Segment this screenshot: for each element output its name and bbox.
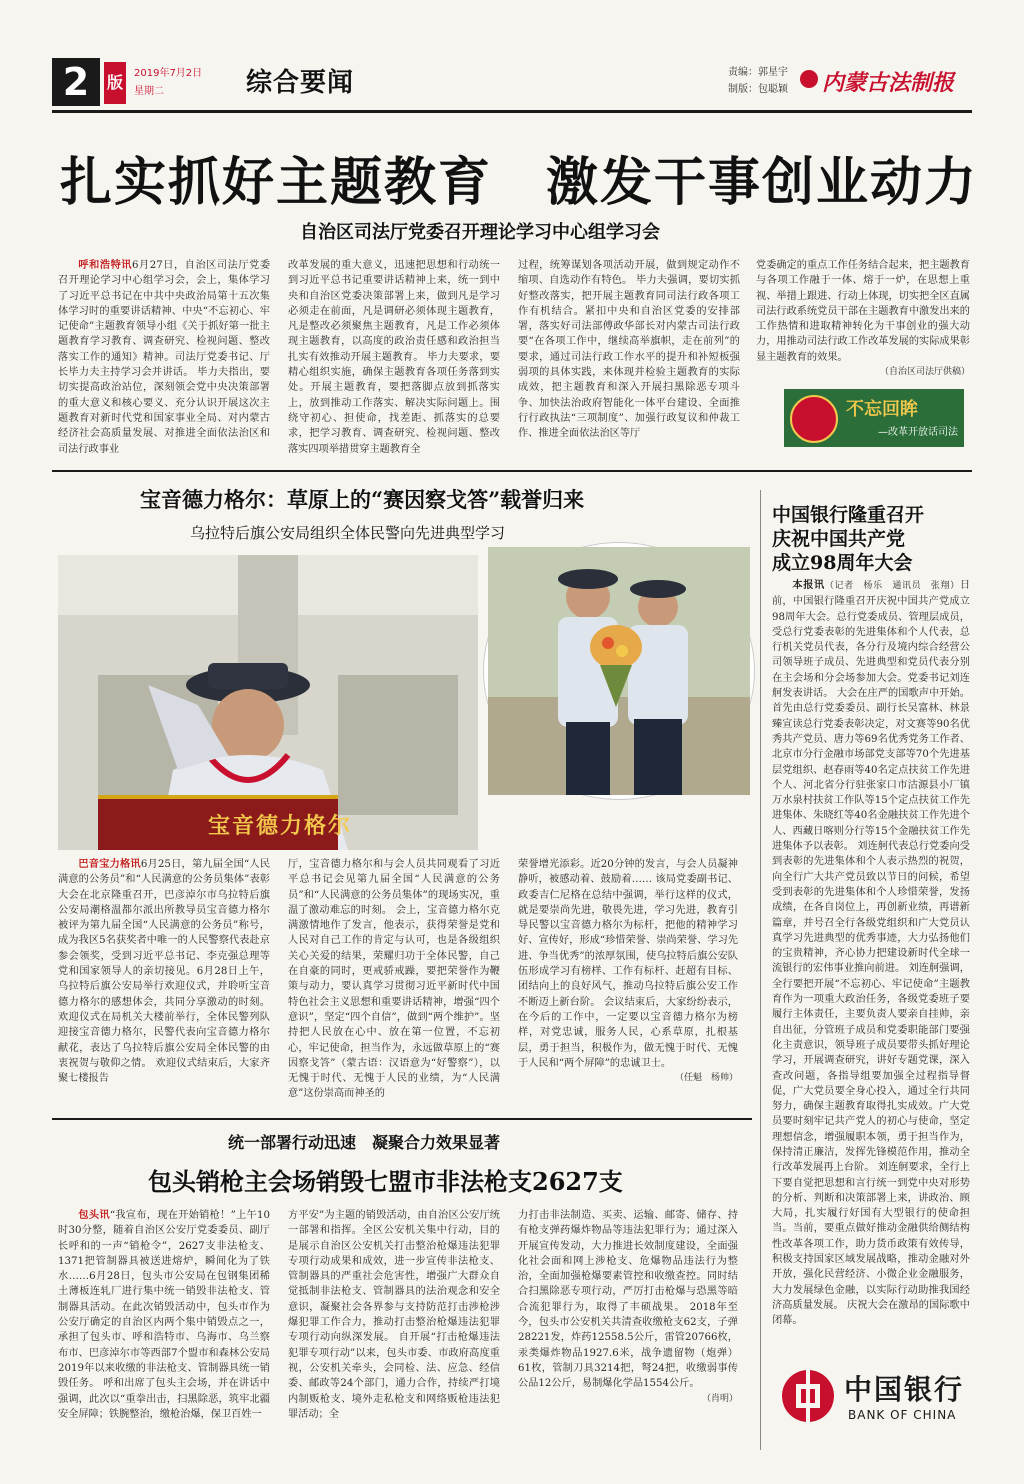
bank-of-china-emblem-icon bbox=[782, 1370, 834, 1422]
weekday-text: 星期二 bbox=[134, 86, 164, 97]
producer-name: 制版：包聪颖 bbox=[728, 84, 788, 95]
story2-photo-salute bbox=[58, 555, 478, 850]
story1-byline: 呼和浩特讯 bbox=[78, 259, 133, 271]
story2-col-2 bbox=[288, 857, 500, 1107]
story3-col-1 bbox=[58, 1208, 270, 1448]
story1-col-4 bbox=[756, 258, 970, 378]
date-text: 2019年7月2日 bbox=[134, 68, 203, 79]
photo-caption: 宝音德力格尔 bbox=[208, 814, 353, 839]
story2-bottom-rule bbox=[52, 1118, 752, 1120]
logo-english-name: BANK OF CHINA bbox=[848, 1408, 957, 1422]
promo-title: 不忘回眸 bbox=[846, 399, 918, 420]
story2-col-3 bbox=[518, 857, 738, 1107]
section-title: 综合要闻 bbox=[246, 68, 355, 98]
story3-signature: （肖明） bbox=[701, 1393, 738, 1404]
promo-banner bbox=[784, 389, 964, 447]
story2-col-1 bbox=[58, 857, 270, 1107]
salute-illustration bbox=[58, 555, 478, 850]
story4-headline-line-3: 成立98周年大会 bbox=[772, 552, 913, 574]
story3-col-3 bbox=[518, 1208, 738, 1448]
story2-text-1: 6月25日，第九届全国“人民满意的公务员”和“人民满意的公务员集体”表彰大会在北京隆重召开，巴彦淖尔市乌拉特后旗公安局潮格温都尔派出所教导员宝音德力格尔被评为第九届全国“人民满意的公务员”称号，成为我区5名获奖者中唯一的人民警察代表赴京参会领奖，受到习近平总书记、李克强总理等党和国家领导人的亲切接见。6月28日上午，乌拉特后旗公安局举行欢迎仪式，并聆听宝音德力格尔的感想体会，共同分享激动的时刻。 欢迎仪式在局机关大楼前举行，全体民警列队迎接宝音德力格尔，民警代表向宝音德力格尔献花，表达了乌拉特后旗公安局全体民警的由衷祝贺与敬仰之情。 欢迎仪式结束后，大家齐聚七楼报告 bbox=[58, 859, 271, 1085]
story4-headline-line-2: 庆祝中国共产党 bbox=[772, 528, 906, 550]
editor-info bbox=[728, 64, 788, 98]
story4-byline: 本报讯 bbox=[792, 579, 825, 591]
story4-text: 日前，中国银行隆重召开庆祝中国共产党成立98周年大会。总行党委成员、管理层成员，受总行党委表彰的先进集体和个人代表，总行机关党员代表，各分行及境内综合经营公司领导班子成员、先进典型和党员代表分别在主会场和分会场参加大会。党委书记刘连舸发表讲话。 大会在庄严的国歌声中开始。首先由总行党委委员、副行长吴富林、林景臻宣读总行党委表彰决定，对文赛等90名优秀共产党员、唐力等69名优秀党务工作者、北京市分行金融市场部党支部等70个先进基层党组织、赵春雨等40名定点扶贫工作先进个人、河北省分行驻张家口市沽源县小厂镇万水泉村扶贫工作队等15个定点扶贫工作先进集体、朱晓红等40名金融扶贫工作先进个人、西藏日喀则分行等15个金融扶贫工作先进集体予以表彰。 刘连舸代表总行党委向受到表彰的先进集体和个人表示热烈的祝贺，向全行广大共产党员致以节日的问候，希望受到表彰的先进集体和个人珍惜荣誉，发扬成绩，在各自岗位上，再创新业绩，再谱新篇章，并号召全行各级党组织和广大党员认真学习先进典型的优秀事迹，大力弘扬他们的宝贵精神，齐心协力把建设新时代全球一流银行的宏伟事业推向前进。 刘连舸强调，全行要把开展“不忘初心、牢记使命”主题教育作为一项重大政治任务，各级党委班子要履行主体责任，主要负责人要亲自挂帅，亲自出征，分管班子成员和党委职能部门要强化主责意识，领导班子成员要带头抓好理论学习，开展调查研究，讲好专题党课，深入查改问题，各指导组要加强全过程指导督促，广大党员要全身心投入，通过全行共同努力，确保主题教育取得扎实成效。广大党员要时刻牢记共产党人的初心与使命，坚定理想信念，增强履职本领，勇于担当作为，保持清正廉洁，发挥先锋模范作用，推动全行改革发展再上台阶。 刘连舸要求，全行上下要自觉把思想和言行统一到党中央对形势的分析、判断和决策部署上来，讲政治、顾大局，扎实履行好国有大型银行的使命担当。当前，要重点做好推动金融供给侧结构性改革各项工作，助力货币政策有效传导，积极支持国家区域发展战略，推动金融对外开放，强化民营经济、小微企业金融服务，大力发展绿色金融，以实际行动助推我国经济高质量发展。 庆祝大会在激昂的国际歌中闭幕。 bbox=[772, 580, 970, 1327]
story3-text-3: 力打击非法制造、买卖、运输、邮寄、储存、持有枪支弹药爆炸物品等违法犯罪行为；通过深入开展宣传发动，大力推进长效制度建设，全面强化社会面和网上涉枪支、危爆物品违法行为整治，全面加强枪爆要素管控和收缴查控。同时结合扫黑除恶专项行动，严厉打击枪爆与恐黑等暗合流犯罪行为，取得了丰硕战果。 2018年至今，包头市公安机关共清查收缴枪支62支，子弹28221发，炸药12558.5公斤，雷管20766枚，汞类爆炸物品1927.6米，战争遗留物（炮弹）61枚，管制刀具3214把，弩24把，收缴弱事传公品12公斤，易制爆化学品1554公斤。 bbox=[518, 1210, 738, 1390]
paper-name: 内蒙古法制报 bbox=[822, 70, 955, 96]
story1-signature: （自治区司法厅供稿） bbox=[879, 367, 970, 378]
ban-label: 版 bbox=[104, 62, 126, 104]
story3-col-2 bbox=[288, 1208, 500, 1448]
story4-byline-note: （记者 杨乐 通讯员 张翔） bbox=[824, 581, 960, 591]
bank-of-china-logo bbox=[782, 1366, 972, 1436]
story1-col-1 bbox=[58, 258, 270, 458]
story3-headline: 包头销枪主会场销毁七盟市非法枪支2627支 bbox=[148, 1167, 623, 1196]
page-number: 2 bbox=[52, 58, 100, 106]
story1-text-3: 过程，统筹谋划各项活动开展，做到规定动作不缩项、自选动作有特色。 毕力夫强调，要切实抓好整改落实，把开展主题教育同司法行政各项工作有机结合。紧扣中央和自治区党委的安排部署，落实好司法部傅政华部长对内蒙古司法行政要“在各项工作中，继续高举旗帜，走在前列”的要求，通过司法行政工作水平的提升和补短板强弱项的具体实践，来体现并检验主题教育的实际成效，把主题教育和深入开展扫黑除恶专项斗争、加快法治政府智能化一体平台建设、全面推行行政执法“三项制度”、加强行政复议和仲裁工作、推进全面依法治区等厅 bbox=[518, 260, 740, 440]
editor-name: 责编：郭星宇 bbox=[728, 67, 788, 78]
story2-byline: 巴音宝力格讯 bbox=[78, 858, 141, 870]
story1-text-4: 党委确定的重点工作任务结合起来，把主题教育与各项工作融于一体、熔于一炉，在思想上重视、举措上跟进、行动上体现，切实把全区直属司法行政系统党员干部在主题教育中激发出来的工作热情和进取精神转化为干事创业的强大动力，用推动司法行政工作改革发展的实际成果彰显主题教育的效果。 bbox=[756, 260, 970, 363]
story1-col-2 bbox=[288, 258, 500, 458]
story2-photo-flowers bbox=[484, 543, 754, 799]
story2-subhead: 乌拉特后旗公安局组织全体民警向先进典型学习 bbox=[190, 524, 506, 542]
logo-chinese-name: 中国银行 bbox=[844, 1373, 965, 1406]
issue-date bbox=[134, 65, 202, 101]
story1-text-1: 6月27日，自治区司法厅党委召开理论学习中心组学习会，会上，集体学习了习近平总书记在中共中央政治局第十五次集体学习时的重要讲话精神、中央“不忘初心、牢记使命”主题教育领导小组《关于抓好第一批主题教育学习教育、调查研究、检视问题、整改落实工作的通知》精神。司法厅党委书记、厅长毕力夫主持学习会并讲话。 毕力夫指出，要切实提高政治站位，深刻领会党中央决策部署的重大意义和核心要义、充分认识开展这次主题教育对新时代党和国家事业全局、对内蒙古经济社会高质量发展、对推进全面依法治区和司法行政事业 bbox=[58, 260, 271, 455]
header-rule bbox=[52, 110, 972, 113]
story3-pre-headline: 统一部署行动迅速 凝聚合力效果显著 bbox=[228, 1133, 501, 1152]
story4-headline bbox=[772, 503, 972, 575]
story2-signature: （任魁 杨帅） bbox=[674, 1073, 738, 1084]
story1-subhead: 自治区司法厅党委召开理论学习中心组学习会 bbox=[300, 222, 660, 243]
story3-text-2: 方平安”为主题的销毁活动，由自治区公安厅统一部署和指挥。全区公安机关集中行动，目的是展示自治区公安机关打击整治枪爆违法犯罪专项行动成果和成效，进一步宣传非法枪支、管制器具的严重社会危害性，增强广大群众自觉抵制非法枪支、管制器具的法治观念和安全意识，凝聚社会各界参与支持防范打击涉枪涉爆犯罪工作合力，推动打击整治枪爆违法犯罪专项行动向纵深发展。 自开展“打击枪爆违法犯罪专项行动”以来，包头市委、市政府高度重视，公安机关牵头，会同检、法、应急、经信委、邮政等24个部门，通力合作，持续严打境内制贩枪支、境外走私枪支和网络贩枪违法犯罪活动；全 bbox=[288, 1210, 500, 1420]
promo-subtitle: —改革开放话司法 bbox=[878, 427, 958, 438]
paper-logo-icon bbox=[800, 70, 818, 88]
story1-col-3 bbox=[518, 258, 740, 458]
flowers-illustration bbox=[488, 547, 750, 795]
story2-headline: 宝音德力格尔：草原上的“赛因察戈答”载誉归来 bbox=[140, 487, 585, 512]
story3-text-1: “我宣布，现在开始销枪！”上午10时30分整，随着自治区公安厅党委委员、副厅长呼和的一声“销枪令”，2627支非法枪支、1371把管制器具被送进熔炉，瞬间化为了铁水……6月28日，包头市公安局在包钢集团稀土薄板连轧厂进行集中统一销毁非法枪支、管制器具活动。在此次销毁活动中，包头市作为公安厅确定的自治区内两个集中销毁点之一，承担了包头市、呼和浩特市、乌海市、乌兰察布市、巴彦淖尔市等西部7个盟市和森林公安局2019年以来收缴的非法枪支、管制器具统一销毁任务。 呼和出席了包头主会场，并在讲话中强调，此次以“重拳出击，扫黑除恶，筑牢北疆安全屏障；铁腕整治，缴枪治爆，保卫百姓一 bbox=[58, 1210, 270, 1420]
story4-body bbox=[772, 578, 970, 1358]
story2-text-2: 厅，宝音德力格尔和与会人员共同观看了习近平总书记会见第九届全国“人民满意的公务员”和“人民满意的公务员集体”的现场实况，重温了激动难忘的时刻。 会上，宝音德力格尔克满激情地作了发言，他表示，获得荣誉是党和人民对自己工作的肯定与认可，也是各级组织关心关爱的结果，荣耀归功于全体民警，自己在自豪的同时，更戒骄戒躁，要把荣誉作为鞭策与动力，要认真学习贯彻习近平新时代中国特色社会主义思想和重要讲话精神，增强“四个意识”，坚定“四个自信”，做到“两个维护”。坚持把人民放在心中、放在第一位置，不忘初心，牢记使命，担当作为，永远做草原上的“赛因察戈答”（蒙古语：汉语意为“好警察”），以无愧于时代、无愧于人民的业绩，为“人民满意”这份崇高而神圣的 bbox=[288, 859, 500, 1100]
story4-headline-line-1: 中国银行隆重召开 bbox=[772, 504, 925, 526]
promo-emblem-icon bbox=[790, 395, 838, 443]
story1-text-2: 改革发展的重大意义，迅速把思想和行动统一到习近平总书记重要讲话精神上来，统一到中央和自治区党委决策部署上来，做到凡是学习必须走在前面，凡是调研必须体现主题教育，凡是整改必须聚焦主题教育，凡是工作必须体现主题教育，以高度的政治责任感和政治担当扎实有效推动开展主题教育。 毕力夫要求，要精心组织实施，确保主题教育各项任务落到实处。开展主题教育，要把落脚点放到抓落实上，放到推动工作落实、解决实际问题上。围绕守初心、担使命，找差距、抓落实的总要求，把学习教育、调查研究、检视问题、整改落实四项举措贯穿主题教育全 bbox=[288, 260, 500, 455]
story1-bottom-rule bbox=[52, 470, 972, 472]
story2-text-3: 荣誉增光添彩。近20分钟的发言，与会人员凝神静听，被感动着、鼓励着…… 该局党委副书记、政委吉仁尼格在总结中强调，举行这样的仪式，就是要崇尚先进，敬畏先进，学习先进，教育引导民警以宝音德力格尔为标杆，把他的精神学习好、宣传好，形成“珍惜荣誉、崇尚荣誉、学习先进、争当优秀”的浓厚氛围，使乌拉特后旗公安队伍形成学习有榜样、工作有标杆、赶超有目标、团结向上的良好风气，推动乌拉特后旗公安工作不断迈上新台阶。 会议结束后，大家纷纷表示，在今后的工作中，一定要以宝音德力格尔为榜样，对党忠诚，服务人民，心系草原，扎根基层，勇于担当，积极作为，做无愧于时代、无愧于人民和“两个屏障”的忠诚卫士。 bbox=[518, 859, 738, 1069]
story3-byline: 包头讯 bbox=[78, 1209, 110, 1221]
story4-box-left bbox=[760, 490, 761, 1450]
story1-headline: 扎实抓好主题教育 激发干事创业动力 bbox=[60, 152, 979, 213]
